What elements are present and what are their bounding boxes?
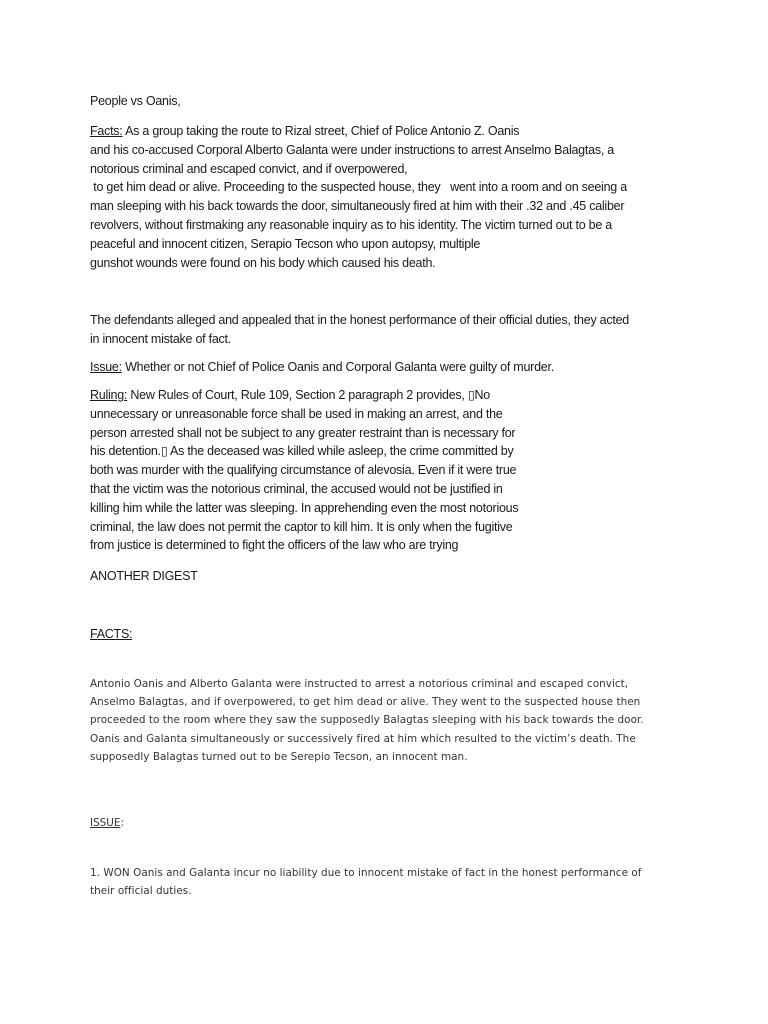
issue2-heading xyxy=(90,814,680,832)
facts2-heading-block xyxy=(90,625,680,644)
issue2-label: ISSUE xyxy=(90,817,121,829)
ruling-line: that the victim was the notorious criminal, the accused would not be justified in xyxy=(90,481,503,496)
facts-line: and his co-accused Corporal Alberto Galanta were under instructions to arrest Anselmo Balagtas, a xyxy=(90,142,614,157)
ruling-line: both was murder with the qualifying circumstance of alevosia. Even if it were true xyxy=(90,463,517,478)
issue2-colon: : xyxy=(120,817,124,829)
another-digest-heading: ANOTHER DIGEST xyxy=(90,569,198,583)
ruling-line xyxy=(90,386,680,405)
issue2-line: their official duties. xyxy=(90,885,192,898)
case-title: People vs Oanis, xyxy=(90,94,181,108)
facts-line: revolvers, without firstmaking any reasonable inquiry as to his identity. The victim turned out to be a xyxy=(90,217,612,232)
facts2-line: Anselmo Balagtas, and if overpowered, to get him dead or alive. They went to the suspected house then xyxy=(90,696,641,709)
issue2-line: 1. WON Oanis and Galanta incur no liability due to innocent mistake of fact in the honest performance of xyxy=(90,867,642,879)
another-digest-block xyxy=(90,567,680,586)
ruling-line: his detention.▯ As the deceased was killed while asleep, the crime committed by xyxy=(90,444,514,459)
defense-line: in innocent mistake of fact. xyxy=(90,331,231,346)
ruling-section xyxy=(90,386,680,555)
defense-section xyxy=(90,311,680,349)
issue-section xyxy=(90,358,680,377)
ruling-label: Ruling: xyxy=(90,388,128,402)
case-title-block xyxy=(90,92,680,111)
ruling-line: from justice is determined to fight the officers of the law who are trying xyxy=(90,538,459,553)
ruling-line: unnecessary or unreasonable force shall be used in making an arrest, and the xyxy=(90,406,503,421)
ruling-text: New Rules of Court, Rule 109, Section 2 paragraph 2 provides, ▯No xyxy=(127,388,490,402)
facts2-line: proceeded to the room where they saw the supposedly Balagtas sleeping with his back towards the door. xyxy=(90,714,644,727)
facts2-line: Oanis and Galanta simultaneously or successively fired at him which resulted to the victim’s death. The xyxy=(90,732,636,745)
facts-text: As a group taking the route to Rizal street, Chief of Police Antonio Z. Oanis xyxy=(122,124,520,138)
issue-label: Issue: xyxy=(90,360,122,374)
facts-line: gunshot wounds were found on his body which caused his death. xyxy=(90,255,436,270)
issue2-section xyxy=(90,864,680,900)
facts-line xyxy=(90,122,680,141)
issue-text: Whether or not Chief of Police Oanis and Corporal Galanta were guilty of murder. xyxy=(121,360,554,374)
facts2-line: Antonio Oanis and Alberto Galanta were instructed to arrest a notorious criminal and escaped convict, xyxy=(90,678,629,690)
facts-line: notorious criminal and escaped convict, and if overpowered, xyxy=(90,161,408,176)
ruling-line: criminal, the law does not permit the captor to kill him. It is only when the fugitive xyxy=(90,519,513,534)
issue2-heading-block xyxy=(90,814,680,832)
ruling-line: killing him while the latter was sleeping. In apprehending even the most notorious xyxy=(90,500,519,515)
facts-section xyxy=(90,122,680,272)
defense-line: The defendants alleged and appealed that in the honest performance of their official duties, they acted xyxy=(90,313,629,327)
facts-line: peaceful and innocent citizen, Serapio Tecson who upon autopsy, multiple xyxy=(90,236,481,251)
ruling-line: person arrested shall not be subject to any greater restraint than is necessary for xyxy=(90,425,516,440)
issue-line xyxy=(90,358,680,377)
facts-line: to get him dead or alive. Proceeding to the suspected house, they went into a room and on seeing a xyxy=(90,180,627,195)
facts2-line: supposedly Balagtas turned out to be Serepio Tecson, an innocent man. xyxy=(90,750,468,763)
facts-line: man sleeping with his back towards the door, simultaneously fired at him with their .32 and .45 caliber xyxy=(90,199,625,214)
facts2-section xyxy=(90,675,680,766)
facts2-heading: FACTS: xyxy=(90,627,133,641)
facts-label: Facts: xyxy=(90,124,123,138)
